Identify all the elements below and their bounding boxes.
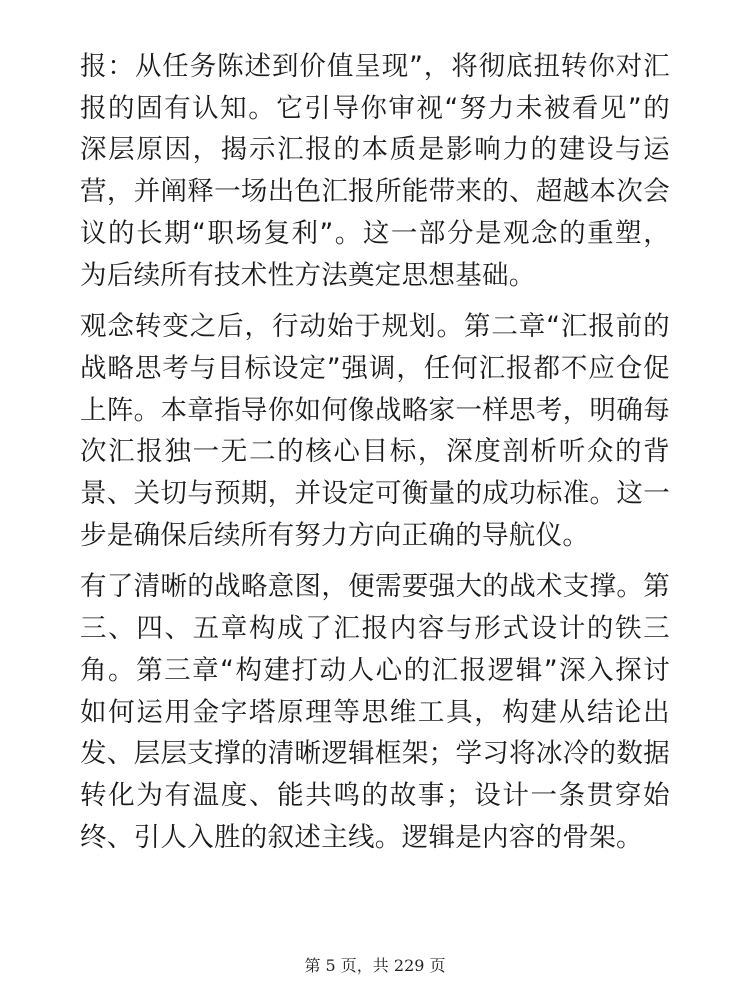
paragraph-1: 报：从任务陈述到价值呈现”，将彻底扭转你对汇报的固有认知。它引导你审视“努力未被看见”的深层原因，揭示汇报的本质是影响力的建设与运营，并阐释一场出色汇报所能带来的、超越本次会议的长期“职场复利”。这一部分是观念的重塑，为后续所有技术性方法奠定思想基础。 bbox=[80, 51, 670, 291]
body-text bbox=[80, 46, 670, 858]
paragraph-3: 有了清晰的战略意图，便需要强大的战术支撑。第三、四、五章构成了汇报内容与形式设计的铁三角。第三章“构建打动人心的汇报逻辑”深入探讨如何运用金字塔原理等思维工具，构建从结论出发、层层支撑的清晰逻辑框架；学习将冰冷的数据转化为有温度、能共鸣的故事；设计一条贯穿始终、引人入胜的叙述主线。逻辑是内容的骨架。 bbox=[80, 571, 670, 853]
paragraph-2: 观念转变之后，行动始于规划。第二章“汇报前的战略思考与目标设定”强调，任何汇报都不应仓促上阵。本章指导你如何像战略家一样思考，明确每次汇报独一无二的核心目标，深度剖析听众的背景、关切与预期，并设定可衡量的成功标准。这一步是确保后续所有努力方向正确的导航仪。 bbox=[80, 311, 670, 551]
page-number-footer: 第 5 页，共 229 页 bbox=[304, 956, 446, 975]
